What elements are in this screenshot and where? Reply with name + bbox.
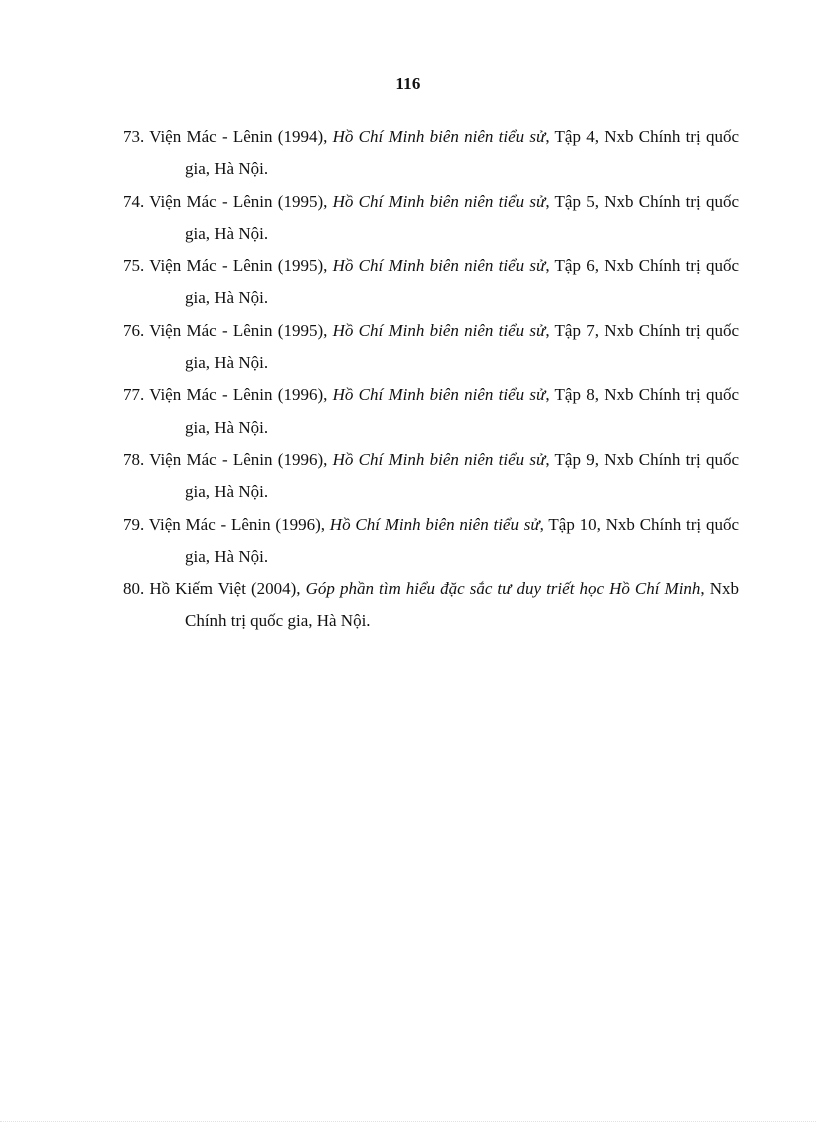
reference-item bbox=[123, 121, 739, 186]
reference-title: Góp phần tìm hiểu đặc sắc tư duy triết học Hồ Chí Minh bbox=[305, 579, 701, 599]
reference-details: , Tập 7, Nxb Chính trị quốc gia, Hà Nội. bbox=[185, 320, 739, 373]
reference-details: , Tập 8, Nxb Chính trị quốc gia, Hà Nội. bbox=[185, 385, 739, 437]
reference-author: Viện Mác - Lênin (1996), bbox=[148, 514, 330, 534]
reference-item bbox=[123, 186, 739, 251]
reference-item bbox=[123, 315, 739, 380]
reference-details: , Tập 4, Nxb Chính trị quốc gia, Hà Nội. bbox=[185, 127, 739, 179]
reference-title: Hồ Chí Minh biên niên tiểu sử bbox=[329, 514, 540, 534]
reference-title: Hồ Chí Minh biên niên tiểu sử bbox=[332, 191, 546, 211]
reference-details: , Tập 9, Nxb Chính trị quốc gia, Hà Nội. bbox=[185, 449, 739, 502]
reference-details: , Tập 5, Nxb Chính trị quốc gia, Hà Nội. bbox=[185, 191, 739, 243]
reference-author: Hồ Kiếm Việt (2004), bbox=[149, 579, 306, 599]
reference-author: Viện Mác - Lênin (1995), bbox=[149, 256, 333, 276]
reference-list bbox=[123, 121, 739, 638]
reference-details: , Nxb Chính trị quốc gia, Hà Nội. bbox=[185, 579, 740, 631]
reference-item bbox=[123, 379, 739, 444]
reference-details: , Tập 10, Nxb Chính trị quốc gia, Hà Nội. bbox=[185, 514, 739, 566]
reference-number: 73. bbox=[123, 127, 145, 146]
reference-item bbox=[123, 509, 739, 574]
reference-title: Hồ Chí Minh biên niên tiểu sử bbox=[332, 320, 546, 340]
reference-author: Viện Mác - Lênin (1996), bbox=[149, 449, 333, 469]
reference-details: , Tập 6, Nxb Chính trị quốc gia, Hà Nội. bbox=[185, 256, 739, 308]
reference-number: 78. bbox=[123, 449, 145, 469]
reference-number: 80. bbox=[123, 579, 145, 599]
page-number: 116 bbox=[395, 74, 421, 93]
page-bottom-border bbox=[0, 1121, 816, 1122]
reference-number: 75. bbox=[123, 256, 145, 276]
reference-title: Hồ Chí Minh biên niên tiểu sử bbox=[332, 256, 546, 276]
reference-item bbox=[123, 250, 739, 315]
reference-number: 76. bbox=[123, 320, 145, 340]
reference-author: Viện Mác - Lênin (1995), bbox=[149, 320, 333, 340]
reference-item bbox=[123, 573, 739, 638]
reference-author: Viện Mác - Lênin (1994), bbox=[149, 127, 333, 146]
reference-title: Hồ Chí Minh biên niên tiểu sử bbox=[332, 127, 546, 146]
reference-number: 74. bbox=[123, 191, 145, 211]
reference-title: Hồ Chí Minh biên niên tiểu sử bbox=[332, 385, 546, 405]
reference-number: 77. bbox=[123, 385, 145, 405]
reference-item bbox=[123, 444, 739, 509]
reference-title: Hồ Chí Minh biên niên tiểu sử bbox=[332, 449, 546, 469]
reference-number: 79. bbox=[123, 514, 145, 534]
reference-author: Viện Mác - Lênin (1996), bbox=[149, 385, 333, 405]
reference-author: Viện Mác - Lênin (1995), bbox=[149, 191, 333, 211]
